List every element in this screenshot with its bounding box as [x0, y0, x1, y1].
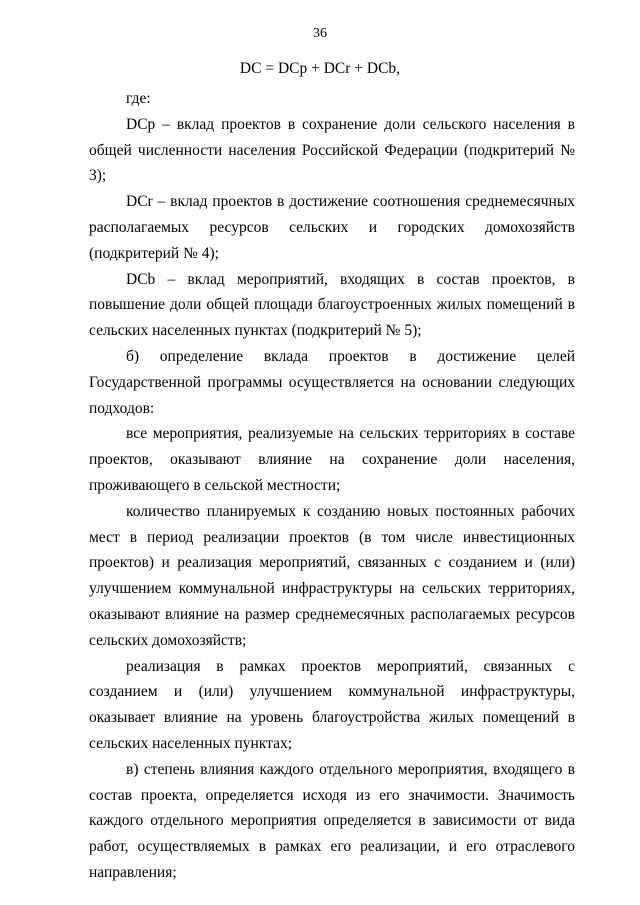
- formula: DC = DCp + DCr + DCb,: [239, 60, 401, 77]
- paragraph-item-b: б) определение вклада проектов в достижение целей Государственной программы осуществляется на основании следующих подходов:: [89, 347, 575, 417]
- paragraph-approach-2: количество планируемых к созданию новых постоянных рабочих мест в период реализации проектов (в том числе инвестиционных проектов) и реализация мероприятий, связанных с созданием и (или) улучшением коммунальной инфраструктуры на сельских территориях, оказывают влияние на размер среднемесячных располагаемых ресурсов сельских домохозяйств;: [89, 502, 575, 649]
- paragraph-dcr-definition: DCr – вклад проектов в достижение соотношения среднемесячных располагаемых ресурсов сельских и городских домохозяйств (подкритерий № 4);: [89, 193, 575, 262]
- page-number: 36: [313, 26, 327, 41]
- paragraph-item-v: в) степень влияния каждого отдельного мероприятия, входящего в состав проекта, определяется исходя из его значимости. Значимость каждого отдельного мероприятия определяется в зависимости от вида работ, осуществляемых в рамках его реализации, и его отраслевого направления;: [89, 760, 575, 881]
- paragraph-dcb-definition: DCb – вклад мероприятий, входящих в состав проектов, в повышение доли общей площади благоустроенных жилых помещений в сельских населенных пунктах (подкритерий № 5);: [89, 270, 575, 340]
- paragraph-approach-1: все мероприятия, реализуемые на сельских территориях в составе проектов, оказывают влияние на сохранение доли населения, проживающего в сельской местности;: [89, 425, 575, 494]
- paragraph-dcp-definition: DCp – вклад проектов в сохранение доли сельского населения в общей численности населения Российской Федерации (подкритерий № 3);: [89, 115, 575, 185]
- body-text: [89, 86, 575, 886]
- where-label: где:: [126, 90, 151, 107]
- paragraph-approach-3: реализация в рамках проектов мероприятий, связанных с созданием и (или) улучшением коммунальной инфраструктуры, оказывает влияние на уровень благоустройства жилых помещений в сельских населенных пунктах;: [89, 657, 575, 752]
